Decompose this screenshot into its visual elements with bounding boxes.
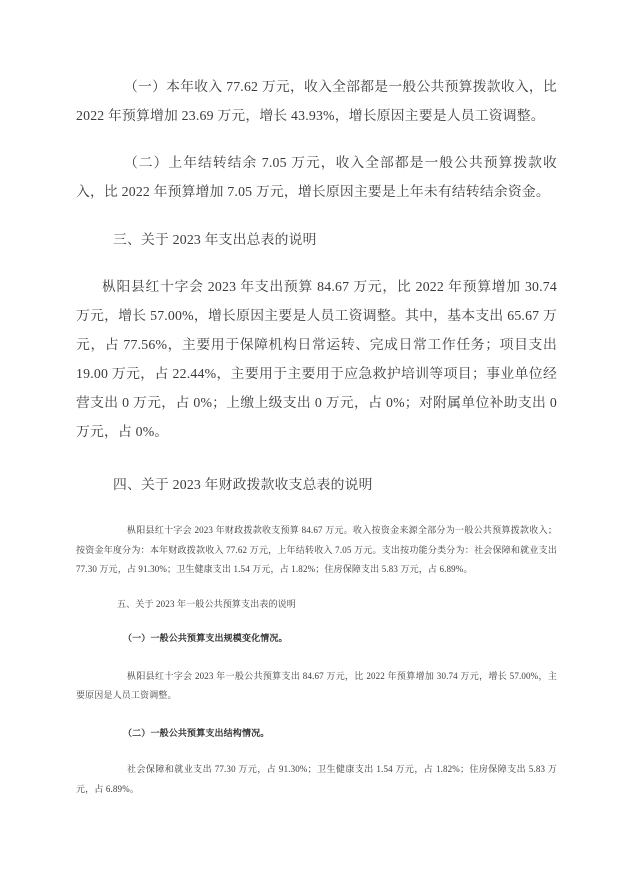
- paragraph-expenditure-budget-detail: 枞阳县红十字会 2023 年支出预算 84.67 万元，比 2022 年预算增加 30.74 万元，增长 57.00%，增长原因主要是人员工资调整。其中，基本支出 65.67 万元，占 77.56%，主要用于保障机构日常运转、完成日常工作任务；项目支出 19.00 万元，占 22.44%，主要用于主要用于应急救护培训等项目；事业单位经营支出 0 万元，占 0%；上缴上级支出 0 万元，占 0%；对附属单位补助支出 0 万元，占 0%。: [76, 279, 557, 439]
- document-content: [76, 0, 557, 799]
- subheading-expenditure-structure: （二）一般公共预算支出结构情况。: [123, 727, 270, 738]
- paragraph-carryover-income: （二）上年结转结余 7.05 万元，收入全部都是一般公共预算拨款收入，比 2022 年预算增加 7.05 万元，增长原因主要是上年未有结转结余资金。: [76, 155, 557, 199]
- paragraph-current-year-income: （一）本年收入 77.62 万元，收入全部都是一般公共预算拨款收入，比 2022 年预算增加 23.69 万元，增长 43.93%，增长原因主要是人员工资调整。: [76, 79, 557, 123]
- paragraph-expenditure-structure-detail: 社会保障和就业支出 77.30 万元，占 91.30%；卫生健康支出 1.54 万元，占 1.82%；住房保障支出 5.83 万元，占 6.89%。: [76, 764, 557, 794]
- heading-section-4-fiscal-appropriation-summary: 四、关于 2023 年财政拨款收支总表的说明: [113, 477, 373, 492]
- heading-section-5-public-budget-expenditure: 五、关于 2023 年一般公共预算支出表的说明: [117, 598, 296, 609]
- paragraph-public-budget-expenditure-detail: 枞阳县红十字会 2023 年一般公共预算支出 84.67 万元，比 2022 年预算增加 30.74 万元，增长 57.00%，主要原因是人员工资调整。: [76, 670, 557, 700]
- heading-section-3-expenditure-summary: 三、关于 2023 年支出总表的说明: [113, 232, 317, 247]
- paragraph-fiscal-appropriation-detail: 枞阳县红十字会 2023 年财政拨款收支预算 84.67 万元。收入按资金来源全部分为一般公共预算拨款收入；按资金年度分为：本年财政拨款收入 77.62 万元，上年结转收入 7.05 万元。支出按功能分类分为：社会保障和就业支出 77.30 万元，占 91.30%；卫生健康支出 1.54 万元，占 1.82%；住房保障支出 5.83 万元，占 6.89%。: [76, 525, 557, 574]
- subheading-expenditure-scale-change: （一）一般公共预算支出规模变化情况。: [123, 633, 288, 643]
